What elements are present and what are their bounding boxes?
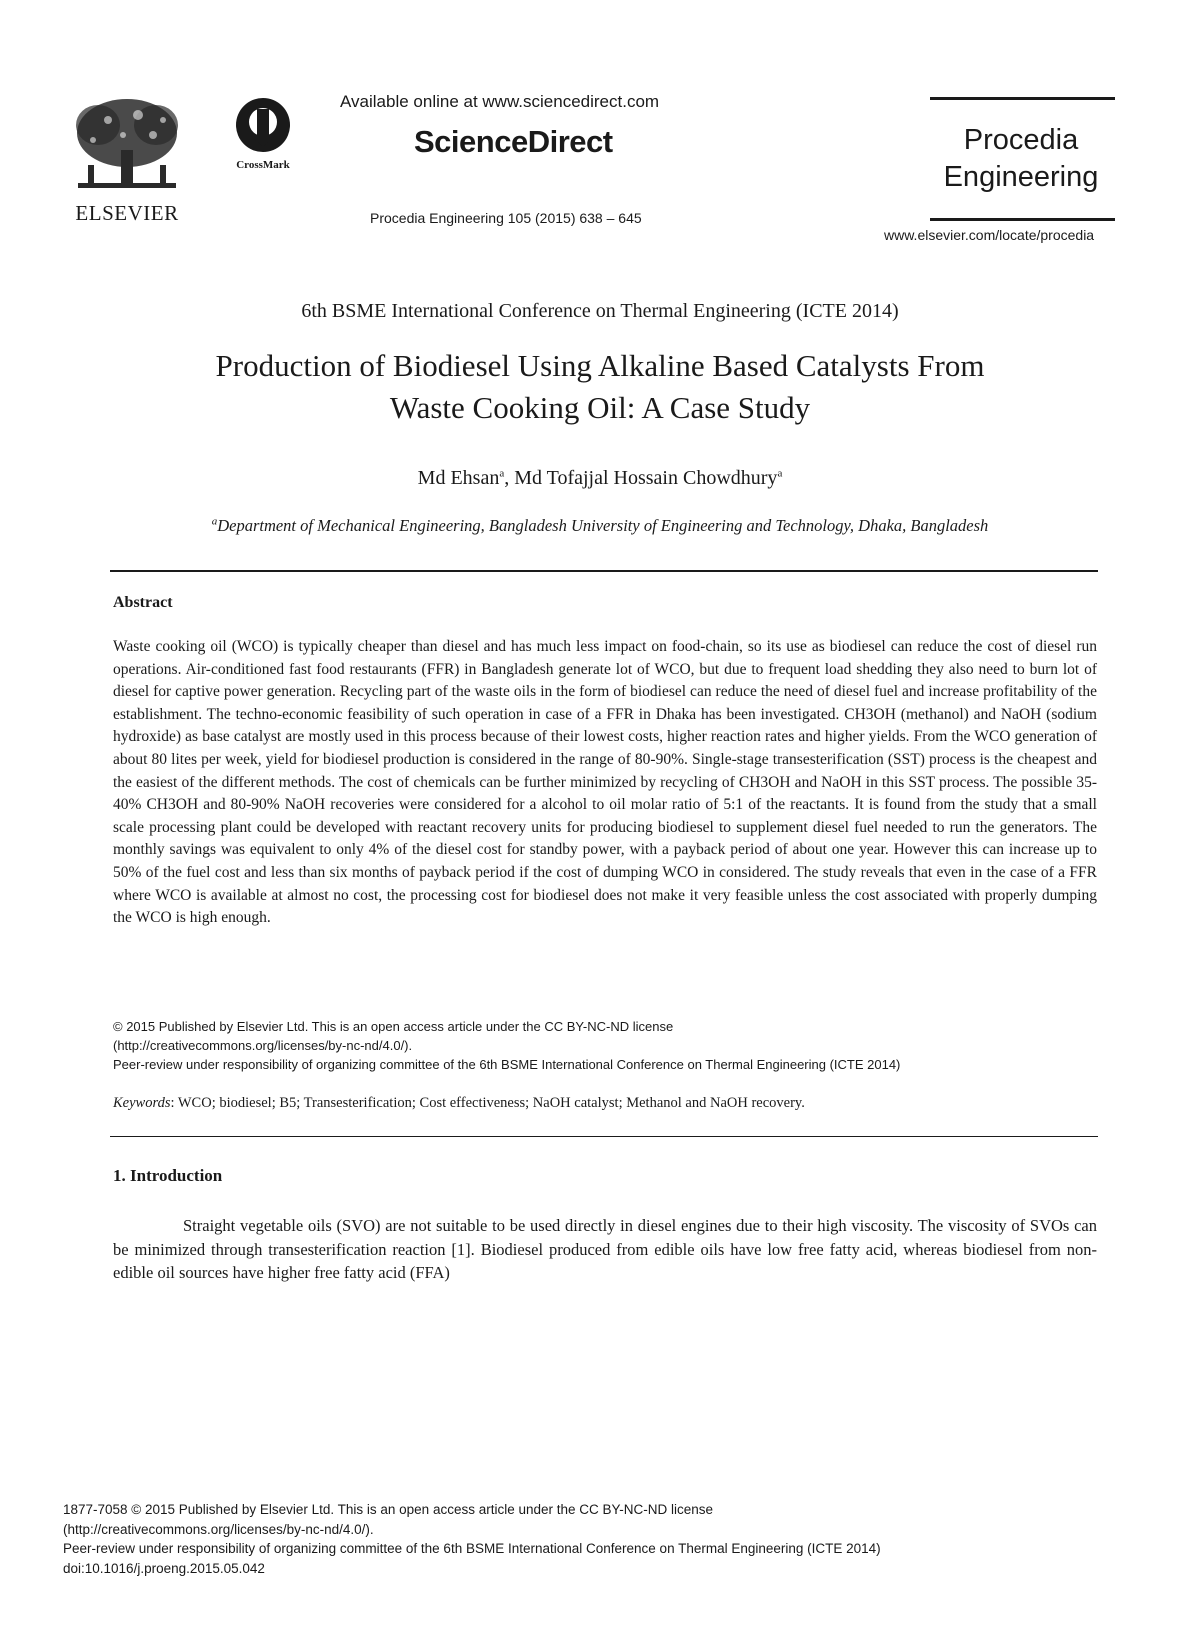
paper-title	[100, 345, 1100, 429]
keywords-label: Keywords	[113, 1095, 171, 1111]
footer-copyright: 1877-7058 © 2015 Published by Elsevier Ltd. This is an open access article under the CC BY-NC-ND license	[63, 1502, 714, 1517]
author-name: Md Tofajjal Hossain Chowdhury	[514, 467, 778, 489]
abstract-body: Waste cooking oil (WCO) is typically cheaper than diesel and has much less impact on food-chain, so its use as biodiesel can reduce the cost of diesel run operations. Air-conditioned fast food restaurants (FFR) in Bangladesh generate lot of WCO, but due to frequent load shedding they also need to burn lot of diesel for captive power generation. Recycling part of the waste oils in the form of biodiesel can reduce the need of diesel fuel and increase profitability of the establishment. The techno-economic feasibility of such operation in case of a FFR in Dhaka has been investigated. CH3OH (methanol) and NaOH (sodium hydroxide) as base catalyst are mostly used in this process because of their lowest costs, higher reaction rates and higher yields. From the WCO generation of about 80 lites per week, yield for biodiesel production is considered in the range of 80-90%. Single-stage transesterification (SST) process is the cheapest and the easiest of the different methods. The cost of chemicals can be further minimized by recycling of CH3OH and NaOH in this SST process. The possible 35-40% CH3OH and 80-90% NaOH recoveries were considered for a alcohol to oil molar ratio of 5:1 of the reactants. It is found from the study that a small scale processing plant could be developed with reactant recovery units for producing biodiesel to supplement diesel fuel needed to run the generators. The monthly savings was equivalent to only 4% of the diesel cost for standby power, with a payback period of about one year. However this can increase up to 50% of the fuel cost and less than six months of payback period if the cost of dumping WCO in considered. The study reveals that even in the case of a FFR where WCO is available at almost no cost, the processing cost for biodiesel does not make it very feasible unless the cost associated with properly dumping the WCO is high enough.	[113, 638, 1097, 927]
license-url-link[interactable]: (http://creativecommons.org/licenses/by-nc-nd/4.0/).	[113, 1038, 413, 1053]
paper-title-line1: Production of Biodiesel Using Alkaline Based Catalysts From	[215, 348, 985, 383]
footer-peer-review: Peer-review under responsibility of organizing committee of the 6th BSME International Conference on Thermal Engineering (ICTE 2014)	[63, 1541, 881, 1556]
journal-title-line1: Procedia	[963, 124, 1079, 156]
crossmark-logo[interactable]	[228, 95, 308, 175]
section-divider	[110, 570, 1098, 572]
conference-name: 6th BSME International Conference on Thermal Engineering (ICTE 2014)	[301, 300, 899, 322]
section-divider	[110, 1136, 1098, 1137]
author-affiliation-marker: a	[499, 467, 505, 480]
peer-review-note: Peer-review under responsibility of organizing committee of the 6th BSME International Conference on Thermal Engineering (ICTE 2014)	[113, 1057, 901, 1072]
license-line: © 2015 Published by Elsevier Ltd. This is an open access article under the CC BY-NC-ND license	[113, 1019, 674, 1034]
introduction-heading: 1. Introduction	[113, 1166, 223, 1185]
author-list	[0, 467, 1200, 490]
sciencedirect-logo[interactable]: ScienceDirect	[414, 124, 613, 159]
author-separator: ,	[504, 467, 515, 489]
available-online-text: Available online at www.sciencedirect.com	[340, 92, 660, 111]
journal-title-rule-bottom	[930, 218, 1115, 221]
keywords	[113, 1095, 1097, 1112]
journal-reference: Procedia Engineering 105 (2015) 638 – 645	[370, 210, 642, 226]
journal-title	[926, 122, 1116, 196]
journal-title-line2: Engineering	[943, 161, 1099, 193]
footer-doi[interactable]: doi:10.1016/j.proeng.2015.05.042	[63, 1560, 265, 1576]
abstract-heading: Abstract	[113, 594, 173, 611]
introduction-paragraph: Straight vegetable oils (SVO) are not suitable to be used directly in diesel engines due to their high viscosity. The viscosity of SVOs can be minimized through transesterification reaction [1]. Biodiesel produced from edible oils have low free fatty acid, whereas biodiesel from non-edible oil sources have higher free fatty acid (FFA)	[113, 1216, 1097, 1282]
introduction-body	[113, 1214, 1097, 1285]
page-footer	[63, 1500, 1063, 1578]
elsevier-wordmark: ELSEVIER	[75, 201, 179, 225]
license-notice	[113, 1017, 1097, 1074]
author-name: Md Ehsan	[417, 467, 500, 489]
affiliation-marker: a	[211, 515, 218, 528]
affiliation	[0, 516, 1200, 536]
crossmark-icon	[228, 95, 298, 157]
journal-url-link[interactable]: www.elsevier.com/locate/procedia	[884, 227, 1095, 243]
keywords-colon: :	[170, 1095, 178, 1111]
elsevier-tree-icon	[68, 95, 186, 195]
affiliation-text: Department of Mechanical Engineering, Bangladesh University of Engineering and Technology, Dhaka, Bangladesh	[217, 516, 989, 535]
crossmark-label: CrossMark	[236, 159, 290, 171]
paper-title-line2: Waste Cooking Oil: A Case Study	[389, 390, 811, 425]
elsevier-logo	[68, 95, 186, 223]
footer-license-link[interactable]: (http://creativecommons.org/licenses/by-nc-nd/4.0/).	[63, 1521, 374, 1537]
journal-title-rule-top	[930, 97, 1115, 100]
keywords-list: WCO; biodiesel; B5; Transesterification; Cost effectiveness; NaOH catalyst; Methanol and NaOH recovery.	[177, 1095, 805, 1111]
author-affiliation-marker: a	[777, 467, 783, 480]
